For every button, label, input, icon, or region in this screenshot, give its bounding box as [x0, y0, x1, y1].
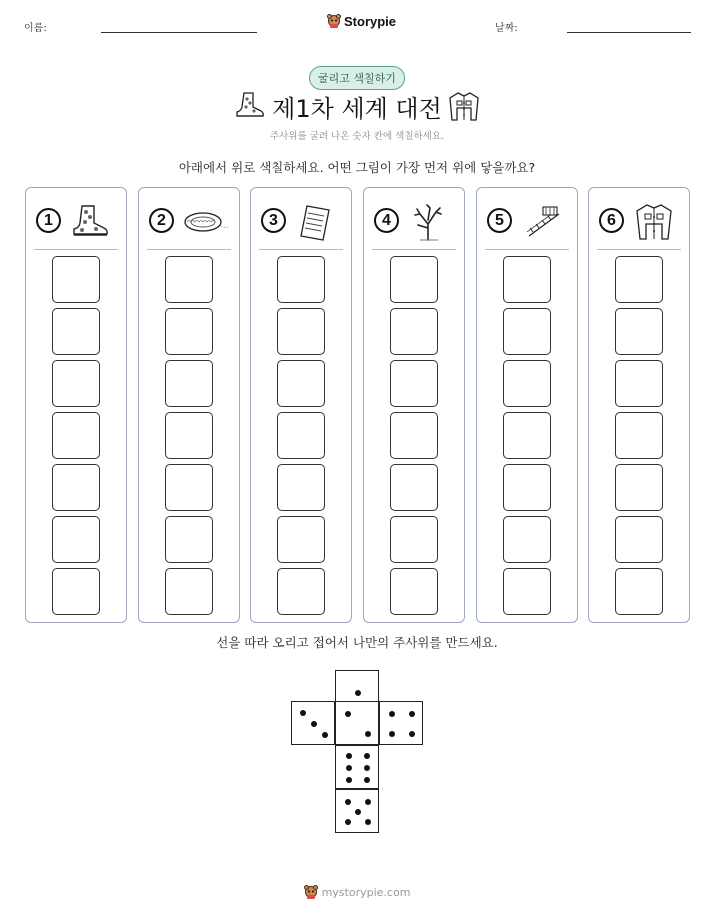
coloring-cell: [277, 412, 325, 459]
coloring-cell: [615, 256, 663, 303]
header: [0, 0, 714, 40]
footer-url: mystorypie.com: [321, 885, 411, 899]
coloring-cell: [52, 360, 100, 407]
name-line: [101, 32, 257, 33]
coloring-cell: [615, 464, 663, 511]
die-face-4: [379, 701, 423, 745]
barbed-wire-icon: [519, 202, 567, 242]
trench-icon: [181, 202, 229, 242]
coloring-cell: [52, 412, 100, 459]
letter-icon: [293, 202, 341, 242]
coloring-cell: [52, 568, 100, 615]
coloring-cell: [503, 256, 551, 303]
die-pip: [346, 765, 352, 771]
die-pip: [389, 711, 395, 717]
die-pip: [365, 799, 371, 805]
column-2: [138, 187, 240, 623]
die-pip: [300, 710, 306, 716]
coloring-cell: [277, 308, 325, 355]
column-5: [476, 187, 578, 623]
activity-badge: 굴리고 색칠하기: [309, 66, 405, 90]
die-pip: [409, 711, 415, 717]
die-pip: [322, 732, 328, 738]
die-pip: [355, 809, 361, 815]
coloring-cell: [390, 464, 438, 511]
footer: [0, 884, 714, 900]
page-title: 제1차 세계 대전: [272, 95, 442, 123]
coloring-cell: [615, 308, 663, 355]
die-pip: [346, 753, 352, 759]
coloring-cell: [503, 360, 551, 407]
coloring-cell: [390, 308, 438, 355]
coloring-cell: [390, 256, 438, 303]
bare-tree-icon: [406, 202, 454, 242]
column-3: [250, 187, 352, 623]
coloring-cell: [165, 464, 213, 511]
die-pip: [345, 799, 351, 805]
coloring-cell: [615, 360, 663, 407]
name-label: 이름:: [24, 23, 47, 34]
storypie-mascot-icon: [304, 884, 318, 900]
coloring-cell: [165, 256, 213, 303]
die-pip: [311, 721, 317, 727]
coloring-cell: [615, 412, 663, 459]
column-number: 2: [149, 208, 174, 233]
coloring-cell: [165, 360, 213, 407]
coloring-cell: [390, 568, 438, 615]
column-number: 1: [36, 208, 61, 233]
die-face-3: [291, 701, 335, 745]
date-line: [567, 32, 691, 33]
column-6: [588, 187, 690, 623]
column-number: 4: [374, 208, 399, 233]
coloring-cell: [165, 308, 213, 355]
coloring-cell: [503, 412, 551, 459]
column-number: 5: [487, 208, 512, 233]
die-face-6: [335, 745, 379, 789]
die-face-5: [335, 789, 379, 833]
column-4: [363, 187, 465, 623]
date-label: 날짜:: [495, 23, 518, 34]
subtitle: 주사위를 굴려 나온 숫자 칸에 색칠하세요.: [269, 131, 445, 142]
column-number: 6: [599, 208, 624, 233]
die-pip: [409, 731, 415, 737]
coloring-cell: [503, 568, 551, 615]
coloring-cell: [165, 516, 213, 563]
coloring-cell: [503, 516, 551, 563]
coloring-cell: [277, 256, 325, 303]
coloring-cell: [165, 568, 213, 615]
coloring-cell: [277, 464, 325, 511]
coloring-cell: [615, 516, 663, 563]
coloring-cell: [390, 516, 438, 563]
coloring-cell: [615, 568, 663, 615]
coloring-cell: [165, 412, 213, 459]
coloring-cell: [277, 568, 325, 615]
military-jacket-icon: [447, 90, 481, 122]
die-pip: [345, 711, 351, 717]
die-pip: [346, 777, 352, 783]
coloring-cell: [52, 256, 100, 303]
fold-instruction: 선을 따라 오리고 접어서 나만의 주사위를 만드세요.: [216, 635, 498, 650]
coloring-cell: [390, 360, 438, 407]
coloring-cell: [503, 308, 551, 355]
die-pip: [364, 753, 370, 759]
coloring-cell: [52, 308, 100, 355]
coloring-cell: [52, 516, 100, 563]
die-pip: [355, 690, 361, 696]
storypie-mascot-icon: [327, 13, 341, 29]
die-face-2: [335, 701, 379, 745]
die-pip: [364, 765, 370, 771]
coloring-cell: [277, 360, 325, 407]
die-pip: [365, 819, 371, 825]
die-pip: [389, 731, 395, 737]
military-jacket-icon: [631, 202, 679, 242]
instruction-text: 아래에서 위로 색칠하세요. 어떤 그림이 가장 먼저 위에 닿을까요?: [178, 160, 536, 175]
coloring-cell: [52, 464, 100, 511]
die-pip: [345, 819, 351, 825]
column-1: [25, 187, 127, 623]
coloring-cell: [390, 412, 438, 459]
boot-icon: [68, 202, 116, 242]
column-number: 3: [261, 208, 286, 233]
brand-name: Storypie: [344, 13, 397, 29]
coloring-cell: [277, 516, 325, 563]
coloring-cell: [503, 464, 551, 511]
die-pip: [365, 731, 371, 737]
die-pip: [364, 777, 370, 783]
brand-logo: [327, 13, 396, 29]
